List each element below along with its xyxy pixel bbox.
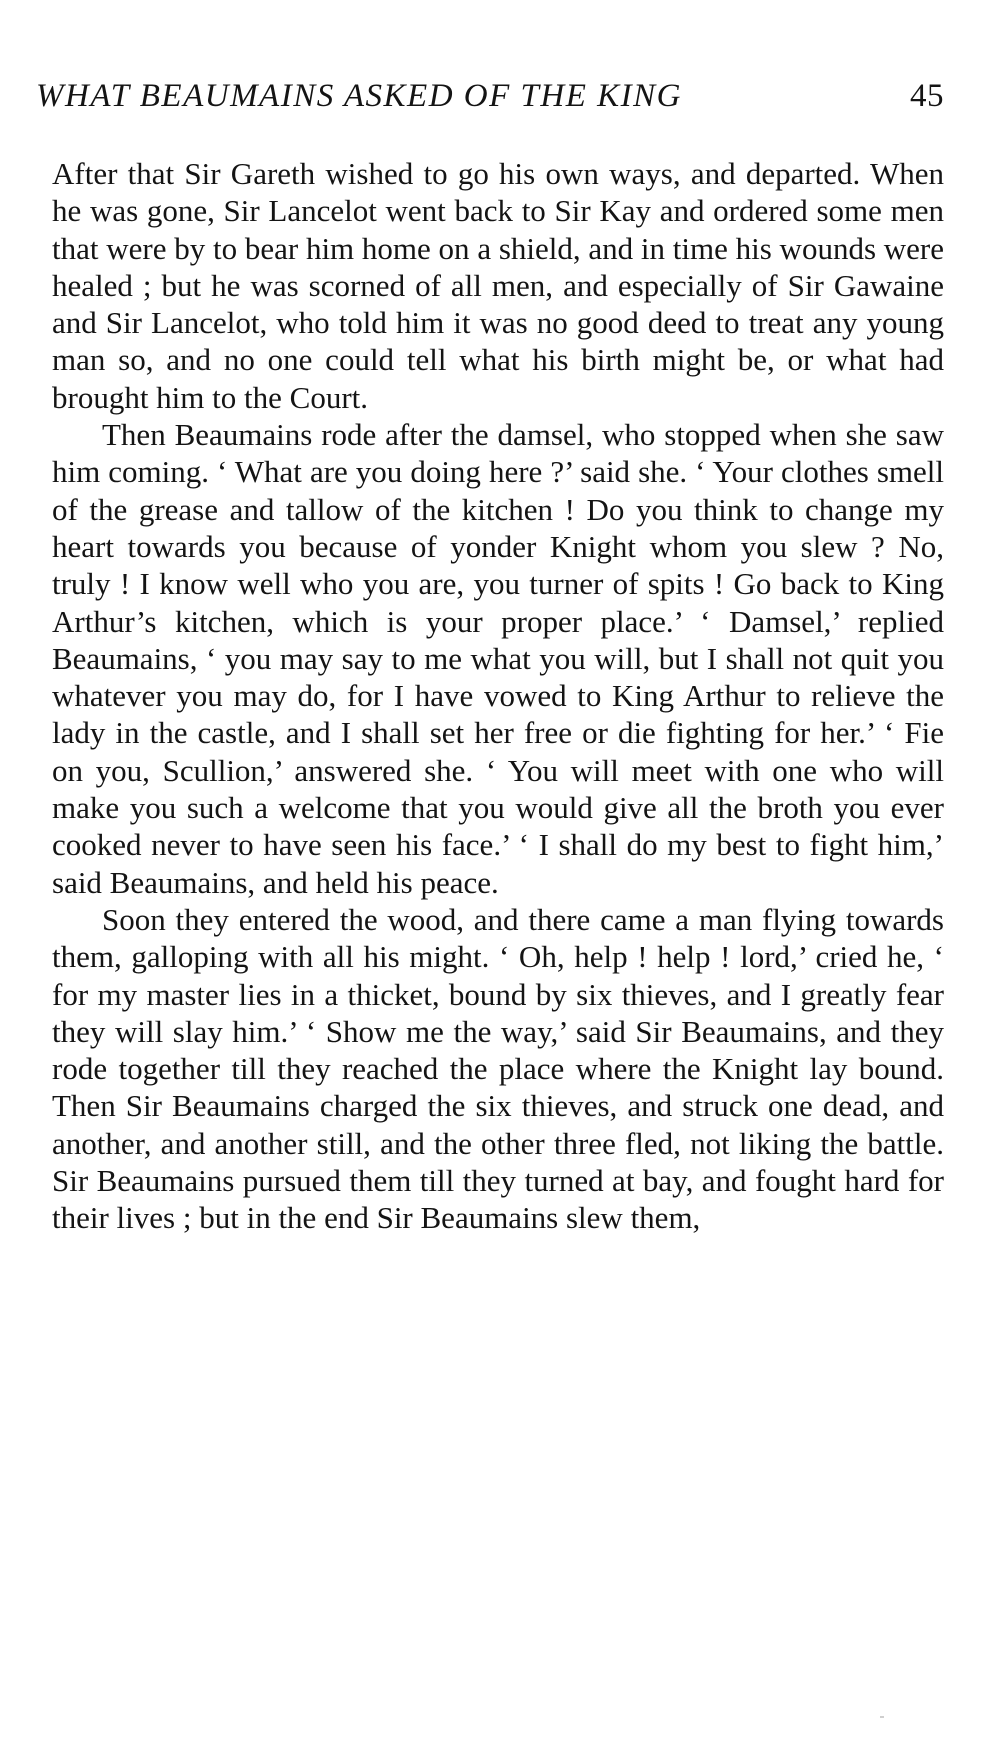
paragraph-1: After that Sir Gareth wished to go his own ways, and departed. When he was gone, Sir Lancelot went back to Sir Kay and ordered some men that were by to bear him home on a shield, and in time his wounds were healed ; but he was scorned of all men, and especially of Sir Gawaine and Sir Lancelot, who told him it was no good deed to treat any young man so, and no one could tell what his birth might be, or what had brought him to the Court.: [52, 156, 944, 415]
chapter-title: WHAT BEAUMAINS ASKED OF THE KING: [36, 78, 682, 114]
scan-speck: [880, 1716, 884, 1718]
paragraph-2: Then Beaumains rode after the damsel, who stopped when she saw him coming. ‘ What are you doing here ?’ said she. ‘ Your clothes smell of the grease and tallow of the kitchen ! Do you think to change my heart towards you because of yonder Knight whom you slew ? No, truly ! I know well who you are, you turner of spits ! Go back to King Arthur’s kitchen, which is your proper place.’ ‘ Damsel,’ replied Beaumains, ‘ you may say to me what you will, but I shall not quit you whatever you may do, for I have vowed to King Arthur to relieve the lady in the castle, and I shall set her free or die fighting for her.’ ‘ Fie on you, Scullion,’ answered she. ‘ You will meet with one who will make you such a welcome that you would give all the broth you ever cooked never to have seen his face.’ ‘ I shall do my best to fight him,’ said Beaumains, and held his peace.: [52, 417, 944, 900]
body-text: [52, 155, 944, 1237]
running-head: [36, 78, 944, 122]
paragraph-3: Soon they entered the wood, and there came a man flying towards them, galloping with all his might. ‘ Oh, help ! help ! lord,’ cried he, ‘ for my master lies in a thicket, bound by six thieves, and I greatly fear they will slay him.’ ‘ Show me the way,’ said Sir Beaumains, and they rode together till they reached the place where the Knight lay bound. Then Sir Beaumains charged the six thieves, and struck one dead, and another, and another still, and the other three fled, not liking the battle. Sir Beaumains pursued them till they turned at bay, and fought hard for their lives ; but in the end Sir Beaumains slew them,: [52, 901, 944, 1236]
page-number: 45: [910, 78, 944, 114]
